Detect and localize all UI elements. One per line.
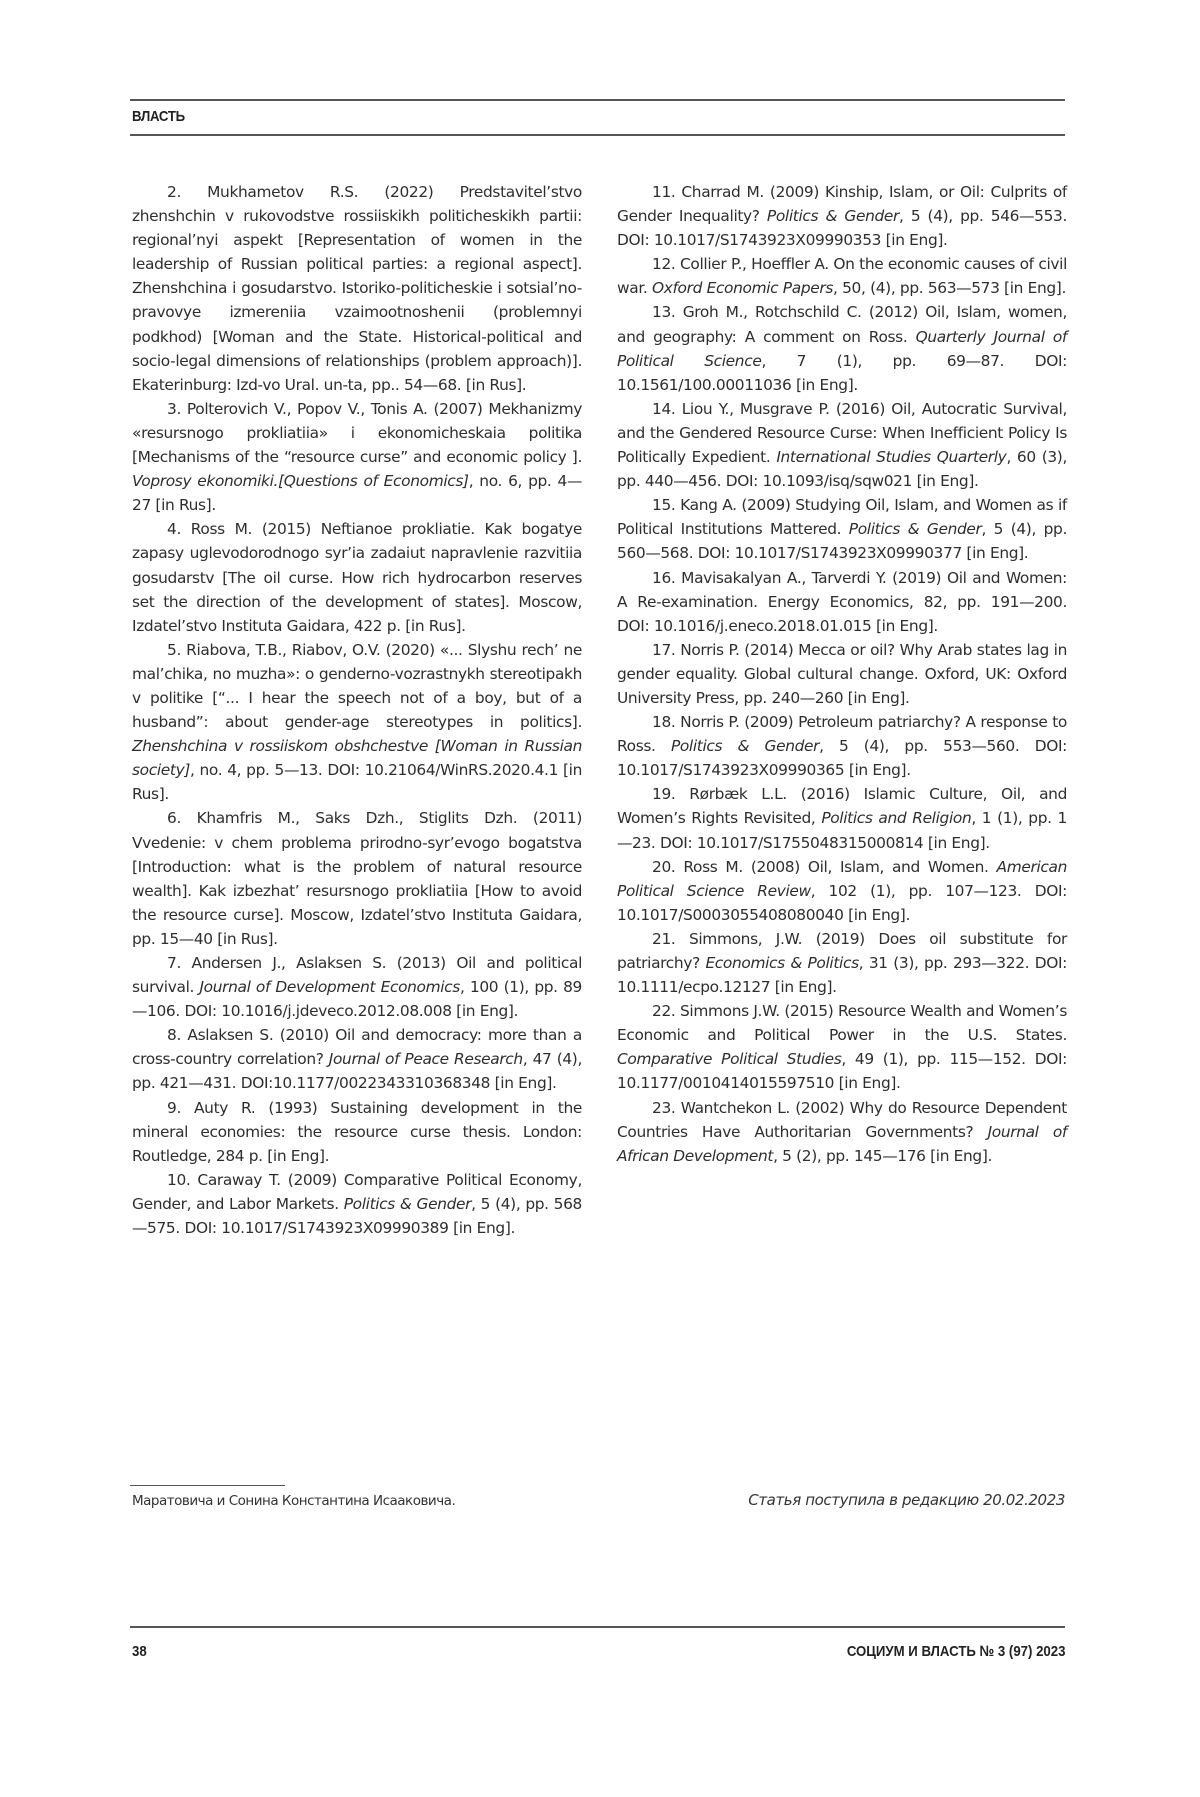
reference-text: 10. Caraway T. (2009) Comparative Political Economy, Gender, and Labor Markets.: [132, 1170, 582, 1213]
reference-text: , 31 (3), pp. 293—322. DOI: 10.1111/ecpo.12127 [in Eng].: [617, 954, 1067, 997]
footnote-rule: [130, 1485, 285, 1486]
reference-entry: [617, 855, 1067, 927]
reference-source-title: Politics & Gender: [848, 520, 982, 539]
reference-source-title: Journal of African Development: [617, 1122, 1067, 1165]
reference-text: , no. 6, pp. 4—27 [in Rus].: [132, 472, 582, 515]
reference-entry: [617, 782, 1067, 854]
reference-text: 20. Ross M. (2008) Oil, Islam, and Women.: [652, 857, 997, 876]
reference-text: 21. Simmons, J.W. (2019) Does oil substitute for patriarchy?: [617, 929, 1067, 972]
reference-entry: [617, 397, 1067, 493]
reference-text: 7. Andersen J., Aslaksen S. (2013) Oil and political survival.: [132, 954, 582, 997]
reference-text: , 1 (1), pp. 1—23. DOI: 10.1017/S1755048315000814 [in Eng].: [617, 809, 1067, 852]
reference-text: , 47 (4), pp. 421—431. DOI:10.1177/0022343310368348 [in Eng].: [132, 1050, 582, 1093]
reference-text: 13. Groh M., Rotchschild C. (2012) Oil, Islam, women, and geography: A comment on Ross.: [617, 303, 1067, 346]
reference-text: , 5 (4), pp. 568—575. DOI: 10.1017/S1743923X09990389 [in Eng].: [132, 1194, 582, 1238]
reference-entry: [617, 1096, 1067, 1168]
header-top-rule: [130, 99, 1065, 101]
reference-text: 9. Auty R. (1993) Sustaining development in the mineral economies: the resource curse thesis. London: Routledge, 284 p. [in Eng].: [132, 1098, 582, 1165]
reference-source-title: Journal of Development Economics: [199, 978, 460, 997]
reference-entry: [617, 493, 1067, 565]
reference-text: , 5 (4), pp. 546—553. DOI: 10.1017/S1743923X09990353 [in Eng].: [617, 207, 1068, 250]
reference-text: 6. Khamfris M., Saks Dzh., Stiglits Dzh. (2011) Vvedenie: v chem problema prirodno-syr’evogo bogatstva [Introduction: what is the problem of natural resource wealth]. Kak izbezhat’ resursnogo prokliatiia [How to avoid the resource curse]. Moscow, Izdatel’stvo Instituta Gaidara, pp. 15—40 [in Rus].: [132, 809, 582, 948]
reference-source-title: Politics & Gender: [343, 1194, 472, 1213]
reference-entry: [132, 638, 582, 807]
reference-text: , 100 (1), pp. 89—106. DOI: 10.1016/j.jdeveco.2012.08.008 [in Eng].: [132, 978, 582, 1021]
reference-text: 18. Norris P. (2009) Petroleum patriarchy? A response to Ross.: [617, 713, 1067, 756]
reference-entry: [132, 806, 582, 951]
page-number: 38: [132, 1643, 147, 1660]
references-left-column: [132, 180, 582, 1240]
reference-source-title: Oxford Economic Papers: [651, 279, 834, 298]
reference-text: 19. Rørbæk L.L. (2016) Islamic Culture, Oil, and Women’s Rights Revisited,: [617, 785, 1067, 828]
reference-entry: [132, 1168, 582, 1240]
reference-entry: [132, 397, 582, 517]
footer-rule: [130, 1626, 1065, 1628]
reference-entry: [132, 1023, 582, 1095]
reference-source-title: Comparative Political Studies: [617, 1050, 842, 1069]
reference-text: 15. Kang A. (2009) Studying Oil, Islam, and Women as if Political Institutions Mattered.: [617, 496, 1067, 539]
reference-entry: [617, 252, 1067, 300]
reference-entry: [132, 951, 582, 1023]
reference-text: , 102 (1), pp. 107—123. DOI: 10.1017/S0003055408080040 [in Eng].: [617, 881, 1067, 924]
reference-source-title: Zhenshchina v rossiiskom obshchestve [Woman in Russian society]: [132, 737, 582, 780]
reference-source-title: Economics & Politics: [705, 954, 859, 972]
reference-text: , 60 (3), pp. 440—456. DOI: 10.1093/isq/sqw021 [in Eng].: [617, 448, 1067, 491]
reference-text: , 5 (4), pp. 553—560. DOI: 10.1017/S1743923X09990365 [in Eng].: [617, 737, 1067, 780]
reference-entry: [617, 566, 1067, 638]
reference-text: 11. Charrad M. (2009) Kinship, Islam, or Oil: Culprits of Gender Inequality?: [617, 183, 1067, 226]
reference-source-title: American Political Science Review: [617, 857, 1067, 900]
reference-text: 2. Mukhametov R.S. (2022) Predstavitel’stvo zhenshchin v rukovodstve rossiiskikh politicheskikh partii: regional’nyi aspekt [Representation of women in the leadership of Russian political parties: a regional aspect]. Zhenshchina i gosudarstvo. Istoriko-politicheskie i sotsial’no-pravovye izmereniia vzaimootnoshenii (problemnyi podkhod) [Woman and the State. Historical-political and socio-legal dimensions of relationships (problem approach)]. Ekaterinburg: Izd-vo Ural. un-ta, pp.. 54—68. [in Rus].: [132, 183, 582, 394]
reference-entry: [617, 180, 1067, 252]
reference-entry: [617, 927, 1067, 999]
reference-text: , 49 (1), pp. 115—152. DOI: 10.1177/0010414015597510 [in Eng].: [617, 1050, 1067, 1093]
reference-entry: [132, 180, 582, 397]
reference-text: , no. 4, pp. 5—13. DOI: 10.21064/WinRS.2020.4.1 [in Rus].: [132, 761, 582, 804]
reference-text: 14. Liou Y., Musgrave P. (2016) Oil, Autocratic Survival, and the Gendered Resource Curse: When Inefficient Policy Is Politically Expedient.: [617, 399, 1067, 467]
reference-entry: [617, 999, 1067, 1095]
reference-text: 5. Riabova, T.B., Riabov, O.V. (2020) «... Slyshu rech’ ne mal’chika, no muzha»: o genderno-vozrastnykh stereotipakh v politike [“... I hear the speech not of a boy, but of a husband”: about gender-age stereotypes in politics].: [132, 640, 582, 732]
reference-text: , 5 (4), pp. 560—568. DOI: 10.1017/S1743923X09990377 [in Eng].: [617, 520, 1067, 563]
received-date-note: Статья поступила в редакцию 20.02.2023: [748, 1491, 1065, 1509]
reference-source-title: Politics and Religion: [821, 809, 972, 828]
reference-source-title: Politics & Gender: [670, 737, 820, 756]
references-right-column: [617, 180, 1067, 1168]
reference-source-title: Quarterly Journal of Political Science: [617, 327, 1067, 370]
reference-text: 3. Polterovich V., Popov V., Tonis A. (2007) Mekhanizmy «resursnogo prokliatiia» i ekonomicheskaia politika [Mechanisms of the “resource curse” and economic policy ].: [132, 399, 582, 467]
reference-text: , 7 (1), pp. 69—87. DOI: 10.1561/100.00011036 [in Eng].: [617, 351, 1067, 394]
reference-entry: [132, 1096, 582, 1168]
reference-text: 23. Wantchekon L. (2002) Why do Resource Dependent Countries Have Authoritarian Governments?: [617, 1098, 1067, 1141]
running-title: ВЛАСТЬ: [132, 108, 185, 125]
header-bottom-rule: [130, 134, 1065, 136]
reference-entry: [617, 638, 1067, 710]
footnote-text: Маратовича и Сонина Константина Исааковича.: [132, 1493, 456, 1509]
reference-text: , 50, (4), pp. 563—573 [in Eng].: [833, 279, 1066, 298]
reference-text: 12. Collier P., Hoeffler A. On the economic causes of civil war.: [617, 255, 1067, 298]
reference-source-title: Journal of Peace Research: [328, 1050, 523, 1069]
reference-text: 8. Aslaksen S. (2010) Oil and democracy: more than a cross-country correlation?: [132, 1026, 582, 1069]
reference-text: 17. Norris P. (2014) Mecca or oil? Why Arab states lag in gender equality. Global cultural change. Oxford, UK: Oxford University Press, pp. 240—260 [in Eng].: [617, 640, 1067, 707]
reference-text: 4. Ross M. (2015) Neftianoe prokliatie. Kak bogatye zapasy uglevodorodnogo syr’ia zadaiut napravlenie razvitiia gosudarstv [The oil curse. How rich hydrocarbon reserves set the direction of the development of states]. Moscow, Izdatel’stvo Instituta Gaidara, 422 p. [in Rus].: [132, 520, 582, 635]
reference-text: 16. Mavisakalyan A., Tarverdi Y. (2019) Oil and Women: A Re-examination. Energy Economics, 82, pp. 191—200. DOI: 10.1016/j.eneco.2018.01.015 [in Eng].: [617, 568, 1067, 635]
reference-text: 22. Simmons J.W. (2015) Resource Wealth and Women’s Economic and Political Power in the U.S. States.: [617, 1002, 1067, 1045]
reference-source-title: Voprosy ekonomiki.[Questions of Economics]: [132, 472, 469, 491]
reference-entry: [617, 300, 1067, 396]
reference-text: , 5 (2), pp. 145—176 [in Eng].: [773, 1146, 993, 1165]
reference-entry: [132, 517, 582, 637]
reference-source-title: Politics & Gender: [766, 207, 899, 226]
reference-entry: [617, 710, 1067, 782]
journal-issue: СОЦИУМ И ВЛАСТЬ № 3 (97) 2023: [846, 1643, 1065, 1660]
reference-source-title: International Studies Quarterly: [776, 448, 1007, 467]
